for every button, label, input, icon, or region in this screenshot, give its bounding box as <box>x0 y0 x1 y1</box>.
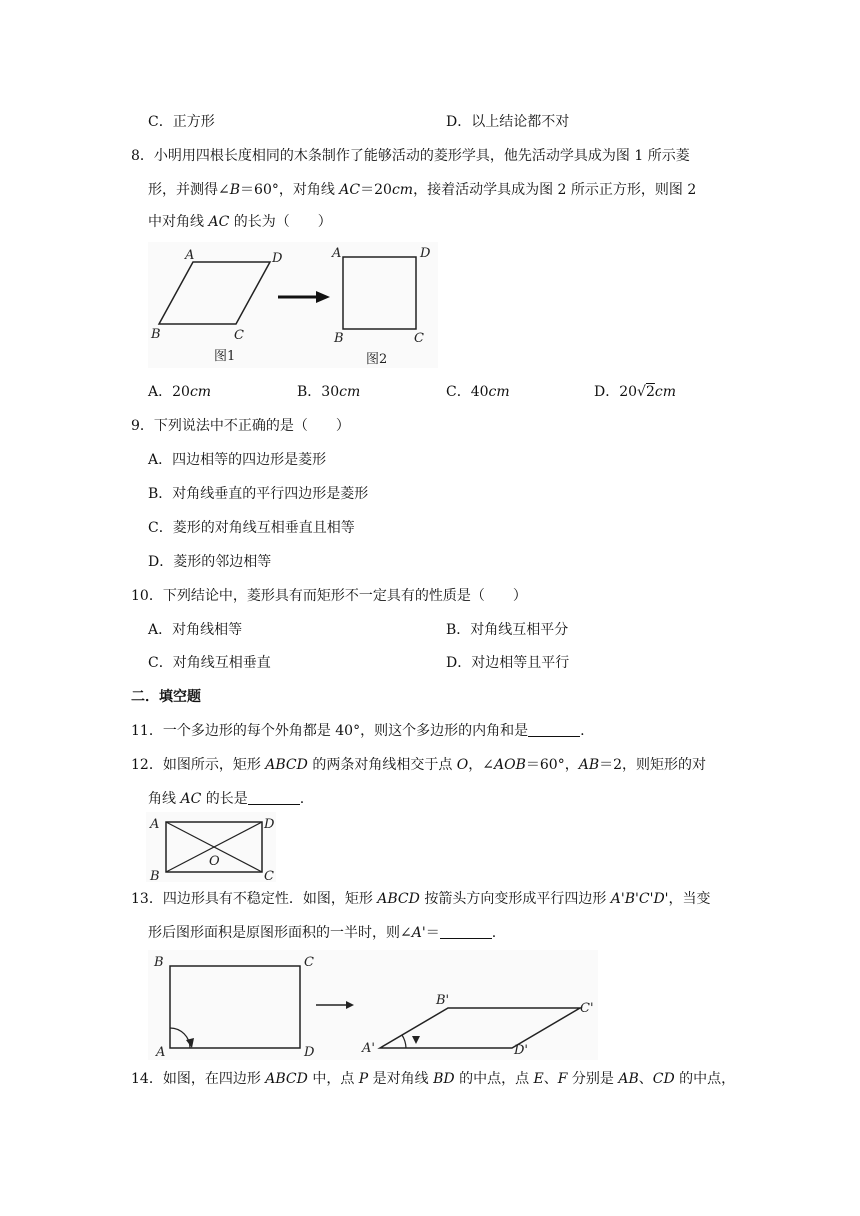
q8-option-a <box>148 382 211 402</box>
q10-option-a: A．对角线相等 <box>148 622 243 638</box>
text: 角线 <box>148 791 181 807</box>
q13-line2 <box>148 923 496 943</box>
text: 中，点 <box>307 1071 359 1087</box>
text: ＝ <box>425 925 440 941</box>
label-c: C <box>414 331 424 346</box>
var: ABCD <box>265 757 308 773</box>
var: F <box>557 1071 568 1087</box>
text: 12．如图所示，矩形 <box>131 757 266 773</box>
text: ，接着活动学具成为图 2 所示正方形，则图 2 <box>413 182 697 198</box>
sqrt-sign: √ <box>637 384 646 400</box>
text: 11．一个多边形的每个外角都是 40°，则这个多边形的内角和是 <box>131 723 529 739</box>
q9-stem: 9．下列说法中不正确的是（ ） <box>131 418 350 434</box>
q12-line2 <box>148 789 304 809</box>
label-b: B <box>334 331 344 346</box>
label-o: O <box>209 854 220 869</box>
caption-fig2: 图2 <box>366 352 388 367</box>
arrow-head-icon <box>316 291 330 303</box>
var: E <box>533 1071 544 1087</box>
unit: cm <box>189 384 212 400</box>
var: CD <box>652 1071 675 1087</box>
label-a: A <box>156 1045 166 1060</box>
text: 13．四边形具有不稳定性．如图，矩形 <box>131 891 378 907</box>
q14-line1 <box>131 1069 735 1089</box>
q8-figure <box>148 242 438 368</box>
label-b: B <box>151 327 161 342</box>
label-c: C <box>304 955 314 970</box>
text: 形，并测得∠ <box>148 182 230 198</box>
text: ，∠ <box>468 757 494 773</box>
angle-arc <box>402 1035 406 1048</box>
answer-blank <box>528 722 580 737</box>
label-c: C <box>264 869 274 882</box>
text: D．20 <box>594 384 638 400</box>
label-d: D <box>264 817 275 832</box>
text: ＝60°，对角线 <box>240 182 340 198</box>
label-c-prime: C' <box>580 1001 594 1016</box>
section-heading: 二．填空题 <box>131 689 201 705</box>
text: . <box>299 791 305 807</box>
label-b: B <box>150 869 160 882</box>
q11 <box>131 721 585 741</box>
text: 分别是 <box>567 1071 619 1087</box>
caption-fig1: 图1 <box>214 349 236 364</box>
option-c: C．正方形 <box>148 114 215 130</box>
text: . <box>580 723 585 739</box>
var: P <box>358 1071 369 1087</box>
q9-option-a: A．四边相等的四边形是菱形 <box>148 452 327 468</box>
square-shape <box>343 257 416 329</box>
q13-line1 <box>131 889 711 909</box>
var: A'B'C'D' <box>610 891 669 907</box>
text: 、 <box>638 1071 653 1087</box>
radicand: 2 <box>645 384 655 400</box>
var: AC <box>208 214 230 230</box>
label-d: D <box>304 1045 315 1060</box>
text: 的长是 <box>201 791 248 807</box>
var: ABCD <box>377 891 420 907</box>
text: 形后图形面积是原图形面积的一半时，则∠ <box>148 925 412 941</box>
label-c: C <box>234 328 244 343</box>
label-a: A <box>332 246 342 261</box>
arrow-head-icon <box>346 1001 354 1009</box>
q12-figure <box>146 812 276 882</box>
var: AB <box>578 757 600 773</box>
text: ＝60°， <box>525 757 579 773</box>
var: A' <box>411 925 426 941</box>
rectangle-shape <box>170 966 300 1048</box>
text: 的长为（ ） <box>229 214 332 230</box>
var: BD <box>433 1071 455 1087</box>
text: 中对角线 <box>148 214 209 230</box>
unit: cm <box>391 182 414 198</box>
var: AC <box>180 791 202 807</box>
unit: cm <box>488 384 510 400</box>
label-b: B <box>154 955 164 970</box>
var: O <box>456 757 469 773</box>
q10-option-d: D．对边相等且平行 <box>446 655 570 671</box>
option-d: D．以上结论都不对 <box>446 114 570 130</box>
q9-option-d: D．菱形的邻边相等 <box>148 554 272 570</box>
unit: cm <box>339 384 361 400</box>
q10-stem: 10．下列结论中，菱形具有而矩形不一定具有的性质是（ ） <box>131 588 527 604</box>
text: ＝20 <box>360 182 392 198</box>
text: 的中点，点 <box>454 1071 534 1087</box>
text: 14．如图，在四边形 <box>131 1071 266 1087</box>
var: AB <box>618 1071 639 1087</box>
q8-option-c <box>446 382 510 402</box>
parallelogram-shape <box>380 1008 580 1048</box>
q9-option-c: C．菱形的对角线互相垂直且相等 <box>148 520 355 536</box>
var: B <box>229 182 241 198</box>
answer-blank <box>440 924 492 939</box>
q8-line2 <box>148 180 696 200</box>
text: 的中点， <box>674 1071 736 1087</box>
rectangle-to-parallelogram-diagram <box>148 950 598 1060</box>
text: B．30 <box>297 384 340 400</box>
text: ＝2，则矩形的对 <box>599 757 707 773</box>
label-d-prime: D' <box>514 1043 528 1058</box>
label-d: D <box>272 251 283 266</box>
answer-blank <box>248 790 300 805</box>
text: 、 <box>543 1071 558 1087</box>
q12-line1 <box>131 755 706 775</box>
text: . <box>491 925 497 941</box>
var: AC <box>339 182 361 198</box>
label-b-prime: B' <box>436 993 450 1008</box>
text: C．40 <box>446 384 489 400</box>
text: 按箭头方向变形成平行四边形 <box>419 891 611 907</box>
var: AOB <box>494 757 526 773</box>
text: 是对角线 <box>368 1071 434 1087</box>
label-a-prime: A' <box>362 1041 375 1056</box>
text: A．20 <box>148 384 190 400</box>
q10-option-b: B．对角线互相平分 <box>446 622 569 638</box>
text: 的两条对角线相交于点 <box>307 757 457 773</box>
text: ，当变 <box>668 891 711 907</box>
label-a: A <box>185 248 195 263</box>
label-d: D <box>420 246 431 261</box>
q8-line3 <box>148 212 332 232</box>
rhombus-square-diagram <box>148 242 438 368</box>
rectangle-diagonals-diagram <box>146 812 276 882</box>
q9-option-b: B．对角线垂直的平行四边形是菱形 <box>148 486 369 502</box>
q10-option-c: C．对角线互相垂直 <box>148 655 271 671</box>
label-a: A <box>150 817 160 832</box>
unit: cm <box>654 384 677 400</box>
q8-line1: 8．小明用四根长度相同的木条制作了能够活动的菱形学具，他先活动学具成为图 1 所示菱 <box>131 148 690 164</box>
rhombus-shape <box>159 262 270 324</box>
angle-arc <box>170 1028 190 1048</box>
q8-option-d <box>594 382 676 402</box>
arc-arrow-icon <box>412 1036 420 1044</box>
q13-figure <box>148 950 598 1060</box>
q8-option-b <box>297 382 360 402</box>
var: ABCD <box>265 1071 308 1087</box>
